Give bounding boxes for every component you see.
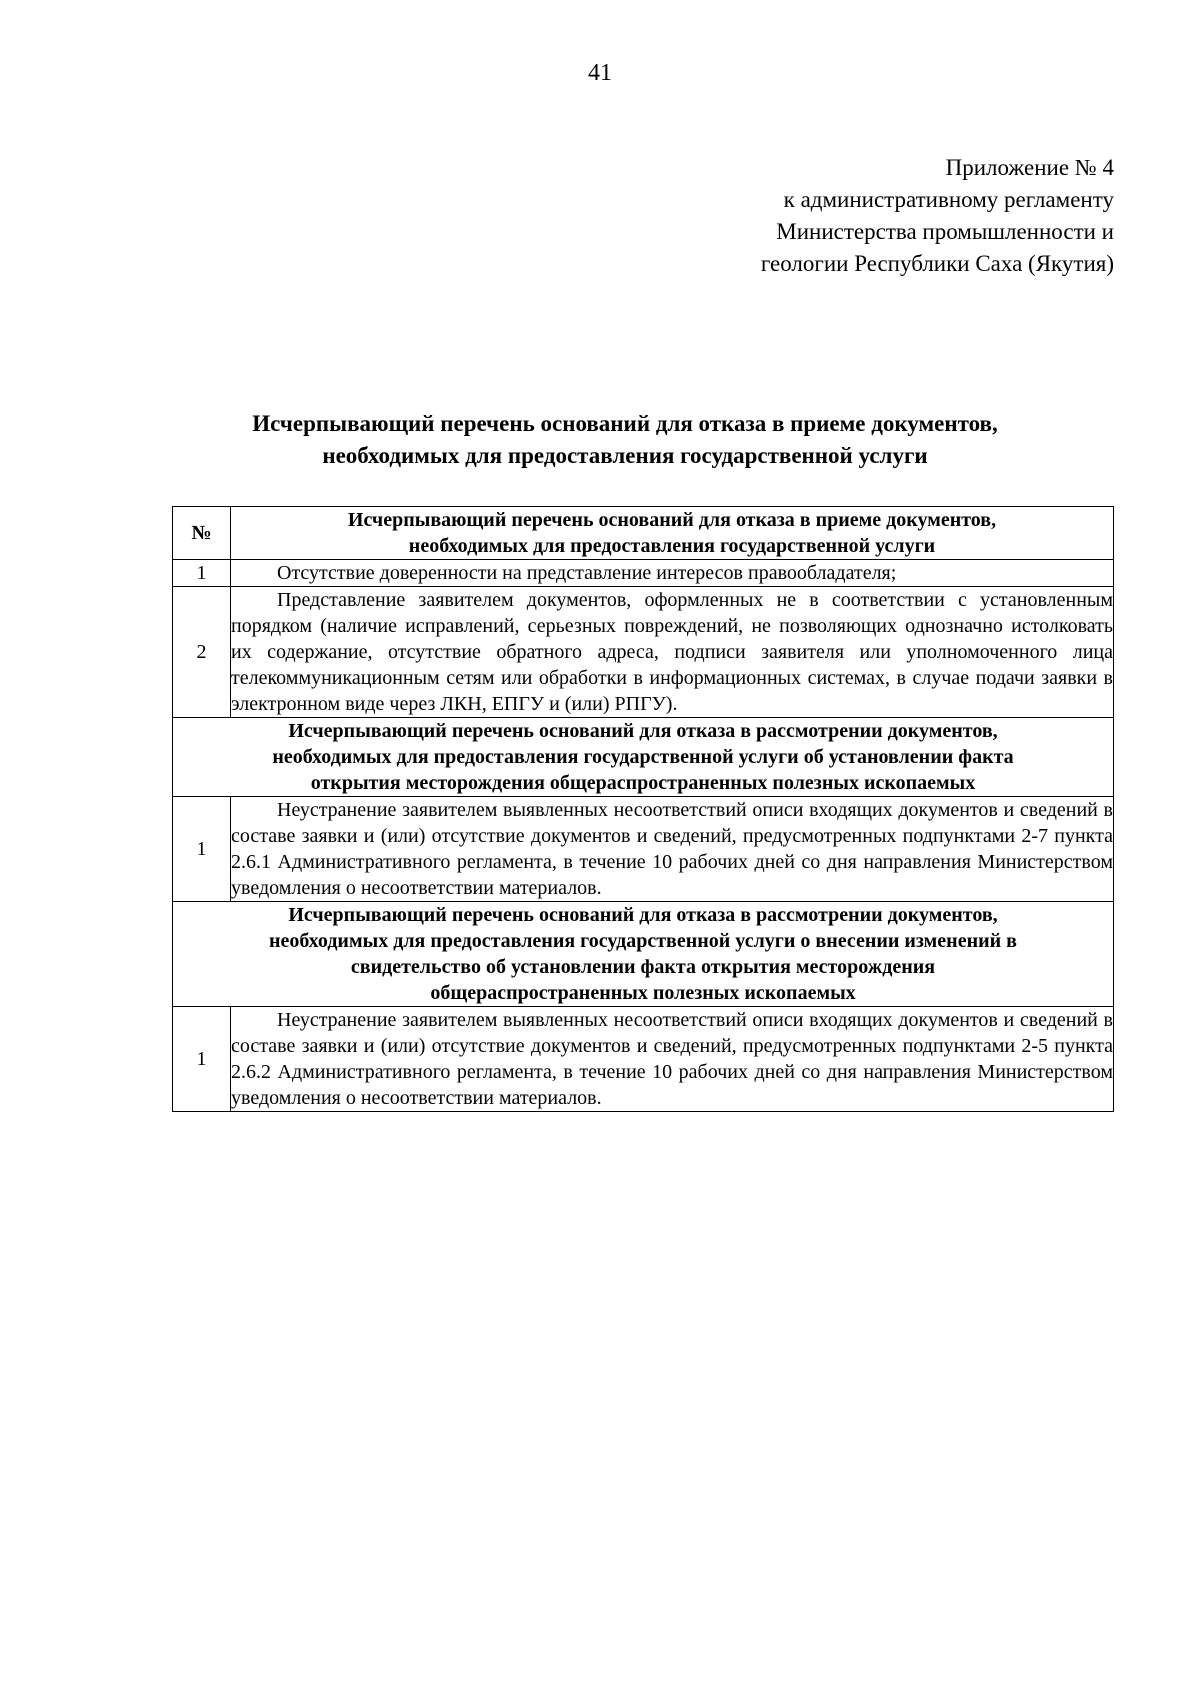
row-text: Отсутствие доверенности на представление интересов правообладателя; [231, 560, 1114, 587]
table-row [173, 560, 1114, 587]
appendix-line: геологии Республики Саха (Якутия) [760, 251, 1114, 276]
section-heading-line: необходимых для предоставления государственной услуги о внесении изменений в [269, 930, 1017, 952]
appendix-line: Приложение № 4 [945, 155, 1114, 180]
table-row [173, 797, 1114, 902]
section-heading-line: открытия месторождения общераспространенных полезных ископаемых [310, 772, 976, 794]
title-line: необходимых для предоставления государственной услуги [322, 443, 928, 468]
title-line: Исчерпывающий перечень оснований для отказа в приеме документов, [252, 411, 998, 436]
section-heading-line: общераспространенных полезных ископаемых [430, 982, 856, 1004]
row-text: Неустранение заявителем выявленных несоответствий описи входящих документов и сведений в составе заявки и (или) отсутствие документов и сведений, предусмотренных подпунктами 2-7 пункта 2.6.1 Административного регламента, в течение 10 рабочих дней со дня направления Министерством уведомления о несоответствии материалов. [231, 797, 1114, 902]
document-title [150, 408, 1100, 472]
section-heading [173, 718, 1114, 797]
header-title-cell [231, 507, 1114, 560]
table-row [173, 1007, 1114, 1112]
header-number-cell: № [173, 507, 231, 560]
table-row [173, 587, 1114, 718]
section-heading-line: необходимых для предоставления государственной услуги об установлении факта [272, 746, 1014, 768]
section-heading [173, 902, 1114, 1007]
section-heading-line: Исчерпывающий перечень оснований для отказа в рассмотрении документов, [288, 904, 998, 926]
appendix-reference [594, 152, 1114, 280]
row-text: Неустранение заявителем выявленных несоответствий описи входящих документов и сведений в составе заявки и (или) отсутствие документов и сведений, предусмотренных подпунктами 2-5 пункта 2.6.2 Административного регламента, в течение 10 рабочих дней со дня направления Министерством уведомления о несоответствии материалов. [231, 1007, 1114, 1112]
section-heading-row [173, 718, 1114, 797]
section-heading-line: свидетельство об установлении факта открытия месторождения [350, 956, 936, 978]
table-header-row [173, 507, 1114, 560]
section-heading-line: Исчерпывающий перечень оснований для отказа в рассмотрении документов, [288, 720, 998, 742]
section-heading-row [173, 902, 1114, 1007]
row-number: 2 [173, 587, 231, 718]
page-number: 41 [588, 60, 612, 86]
header-line: необходимых для предоставления государственной услуги [408, 535, 936, 557]
row-number: 1 [173, 560, 231, 587]
row-number: 1 [173, 1007, 231, 1112]
row-text: Представление заявителем документов, оформленных не в соответствии с установленным порядком (наличие исправлений, серьезных повреждений, не позволяющих однозначно истолковать их содержание, отсутствие обратного адреса, подписи заявителя или уполномоченного лица телекоммуникационным сетям или обработки в информационных системах, в случае подачи заявки в электронном виде через ЛКН, ЕПГУ и (или) РПГУ). [231, 587, 1114, 718]
header-line: Исчерпывающий перечень оснований для отказа в приеме документов, [347, 509, 997, 531]
appendix-line: Министерства промышленности и [776, 219, 1114, 244]
appendix-line: к административному регламенту [783, 187, 1114, 212]
grounds-table [172, 506, 1114, 1112]
row-number: 1 [173, 797, 231, 902]
